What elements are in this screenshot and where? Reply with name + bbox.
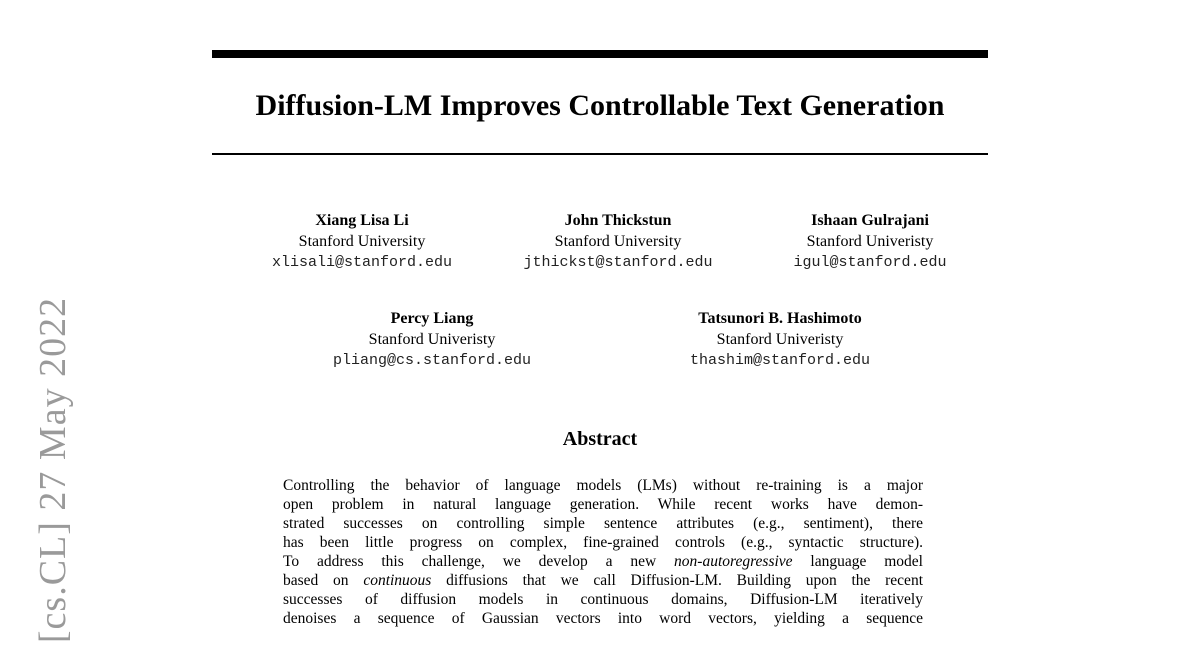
author-email[interactable]: pliang@cs.stanford.edu [332,352,532,369]
author-block [478,210,758,273]
abstract-line [283,495,923,514]
author-block [730,210,1010,273]
abstract-line [283,552,923,571]
author-name: Ishaan Gulrajani [811,212,929,229]
author-email[interactable]: thashim@stanford.edu [689,352,871,369]
author-block [222,210,502,273]
author-affiliation: Stanford Univeristy [806,233,934,250]
abstract-text: open problem in natural language generation. While recent works have demon- [283,496,923,513]
abstract-text: successes of diffusion models in continuous domains, Diffusion-LM iteratively [283,591,923,608]
paper-title: Diffusion-LM Improves Controllable Text Generation [255,89,945,122]
abstract-line [283,590,923,609]
author-email[interactable]: igul@stanford.edu [793,254,947,271]
abstract-italic-term: continuous [363,572,432,589]
abstract-text: has been little progress on complex, fine-grained controls (e.g., syntactic structure). [283,534,923,551]
abstract-line [283,514,923,533]
author-affiliation: Stanford University [554,233,682,250]
author-block [640,308,920,371]
author-name: Tatsunori B. Hashimoto [698,310,862,327]
abstract-text: Controlling the behavior of language models (LMs) without re-training is a major [283,477,923,494]
abstract-line [283,533,923,552]
arxiv-side-stamp: [cs.CL] 27 May 2022 [32,296,74,644]
abstract-body [283,476,923,628]
author-affiliation: Stanford Univeristy [368,331,496,348]
abstract-text: diffusions that we call Diffusion-LM. Building upon the recent [431,572,923,589]
abstract-line [283,476,923,495]
author-email[interactable]: jthickst@stanford.edu [523,254,713,271]
abstract-text: language model [792,553,923,570]
author-email[interactable]: xlisali@stanford.edu [271,254,453,271]
abstract-italic-term: non-autoregressive [674,553,793,570]
title-bottom-rule [212,153,988,155]
author-affiliation: Stanford University [298,233,426,250]
author-affiliation: Stanford Univeristy [716,331,844,348]
title-top-rule [212,50,988,58]
abstract-text: strated successes on controlling simple sentence attributes (e.g., sentiment), there [283,515,923,532]
author-block [292,308,572,371]
abstract-heading: Abstract [562,428,638,450]
abstract-text: denoises a sequence of Gaussian vectors into word vectors, yielding a sequence [283,610,923,627]
author-name: Xiang Lisa Li [315,212,409,229]
abstract-line [283,571,923,590]
abstract-text: To address this challenge, we develop a new [283,553,675,570]
author-name: Percy Liang [390,310,474,327]
abstract-text: based on [283,572,364,589]
author-name: John Thickstun [564,212,672,229]
abstract-line [283,609,923,628]
